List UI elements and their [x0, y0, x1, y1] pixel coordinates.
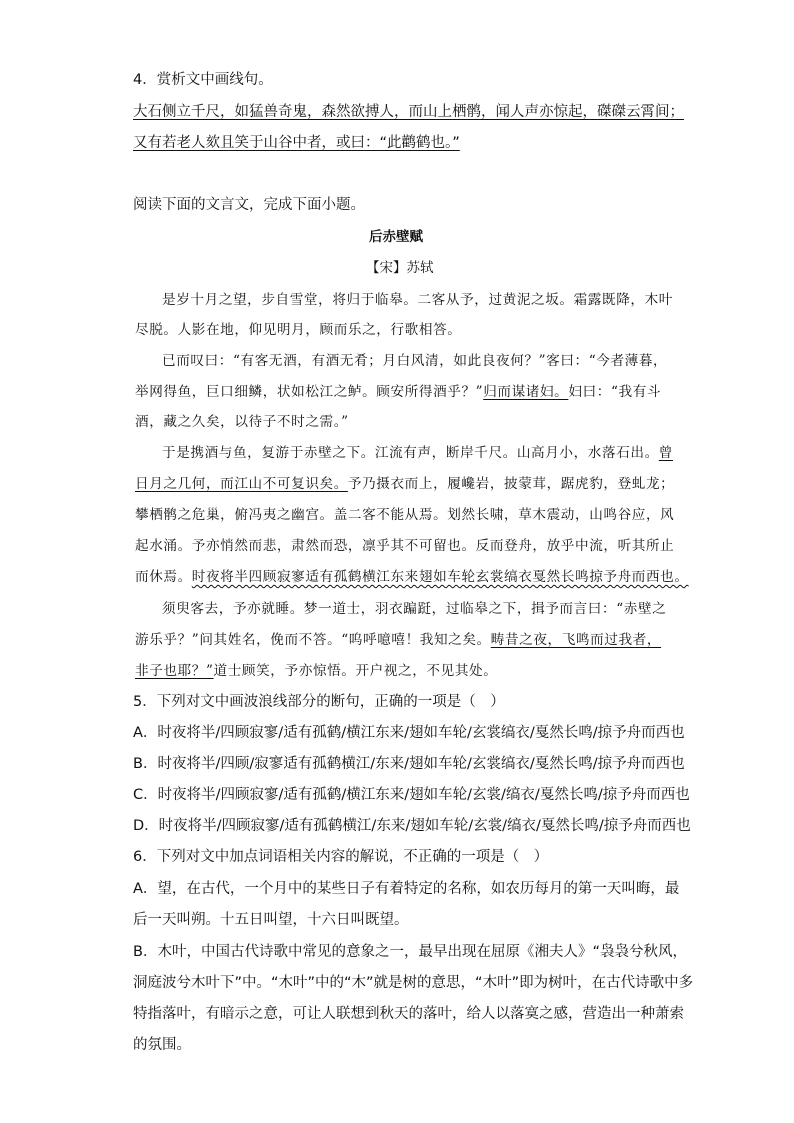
question-5-option-d: D．时夜将半/四顾寂寥/适有孤鹤横江/东来/翅如车轮/玄裳/缟衣/戛然长鸣/掠予舟而西也: [133, 818, 691, 834]
passage-p2-line-3: 酒，藏之久矣，以待子不时之需。”: [135, 414, 349, 430]
passage-p3-line-5: 而休焉。时夜将半四顾寂寥适有孤鹤横江东来翅如车轮玄裳缟衣戛然长鸣掠予舟而西也。: [135, 569, 689, 585]
underlined-phrase: 归而谋诸妇。: [483, 384, 569, 400]
passage-p3-line-2: 日月之几何，而江山不可复识矣。予乃摄衣而上，履巉岩，披蒙茸，踞虎豹，登虬龙；: [135, 476, 675, 492]
passage-title: 后赤壁赋: [369, 229, 423, 245]
question-5-option-c: C．时夜将半/四顾寂寥/适有孤鹤/横江东来/翅如车轮/玄裳/缟衣/戛然长鸣/掠予舟而西也: [133, 787, 690, 803]
question-6-option-a-line-2: 后一天叫朔。十五日叫望，十六日叫既望。: [133, 912, 409, 928]
passage-p3-line-1: 于是携酒与鱼，复游于赤壁之下。江流有声，断岸千尺。山高月小，水落石出。曾: [162, 445, 673, 461]
underlined-sentence-2: 畴昔之夜，飞鸣而过我者，: [490, 632, 662, 648]
passage-p4-line-2: 游乐乎？”问其姓名，俛而不答。“呜呼噫嘻！我知之矣。畴昔之夜，飞鸣而过我者，: [135, 632, 662, 648]
passage-p2-line-2: 举网得鱼，巨口细鳞，状如松江之鲈。顾安所得酒乎？”归而谋诸妇。妇曰：“我有斗: [135, 384, 662, 400]
question-6-option-a-line-1: A．望，在古代，一个月中的某些日子有着特定的名称，如农历每月的第一天叫晦，最: [133, 881, 680, 897]
passage-p4-line-1: 须臾客去，予亦就睡。梦一道士，羽衣蹁跹，过临皋之下，揖予而言曰：“赤壁之: [162, 601, 667, 617]
passage-p1-line-1: 是岁十月之望，步自雪堂，将归于临皋。二客从予，过黄泥之坂。霜露既降，木叶: [162, 292, 673, 308]
passage-p1-line-2: 尽脱。人影在地，仰见明月，顾而乐之，行歌相答。: [135, 322, 462, 338]
question-4-heading: 4．赏析文中画线句。: [133, 72, 273, 88]
reading-instruction: 阅读下面的文言文，完成下面小题。: [133, 197, 365, 213]
question-6-option-b-line-1: B．木叶，中国古代诗歌中常见的意象之一，最早出现在屈原《湘夫人》“袅袅兮秋风，: [133, 944, 687, 960]
passage-p2-line-1: 已而叹曰：“有客无酒，有酒无肴；月白风清，如此良夜何？”客曰：“今者薄暮，: [162, 353, 668, 369]
passage-p4-line-3: 非子也耶？”道士顾笑，予亦惊悟。开户视之，不见其处。: [135, 663, 498, 679]
passage-author: 【宋】苏轼: [366, 260, 434, 276]
wavy-underlined-sentence: 时夜将半四顾寂寥适有孤鹤横江东来翅如车轮玄裳缟衣戛然长鸣掠予舟而西也。: [191, 569, 689, 585]
question-4-underlined-line-2: 又有若老人欬且笑于山谷中者，或曰：“此鹳鹤也。”: [133, 135, 460, 151]
question-6-stem: 6．下列对文中加点词语相关内容的解说，不正确的一项是（ ）: [133, 849, 549, 865]
question-5-stem: 5．下列对文中画波浪线部分的断句，正确的一项是（ ）: [133, 694, 505, 710]
question-6-option-b-line-2: 洞庭波兮木叶下”中。“木叶”中的“木”就是树的意思，“木叶”即为树叶，在古代诗歌中多: [133, 975, 694, 991]
question-6-option-b-line-3: 特指落叶，有暗示之意，可让人联想到秋天的落叶，给人以落寞之感，营造出一种萧索: [133, 1006, 684, 1022]
passage-p3-line-3: 攀栖鹘之危巢，俯冯夷之幽宫。盖二客不能从焉。划然长啸，草木震动，山鸣谷应，风: [135, 507, 675, 523]
question-6-option-b-line-4: 的氛围。: [133, 1037, 191, 1053]
underlined-sentence: 日月之几何，而江山不可复识矣。: [135, 476, 348, 492]
question-5-option-a: A．时夜将半/四顾寂寥/适有孤鹤/横江东来/翅如车轮/玄裳缟衣/戛然长鸣/掠予舟而西也: [133, 725, 685, 741]
passage-p3-line-4: 起水涌。予亦悄然而悲，肃然而恐，凛乎其不可留也。反而登舟，放乎中流，听其所止: [135, 538, 675, 554]
question-5-option-b: B．时夜将半/四顾/寂寥适有孤鹤横江/东来/翅如车轮/玄裳缟衣/戛然长鸣/掠予舟而西也: [133, 756, 685, 772]
question-4-underlined-line-1: 大石侧立千尺，如猛兽奇鬼，森然欲搏人，而山上栖鹘，闻人声亦惊起，磔磔云霄间；: [133, 104, 684, 120]
